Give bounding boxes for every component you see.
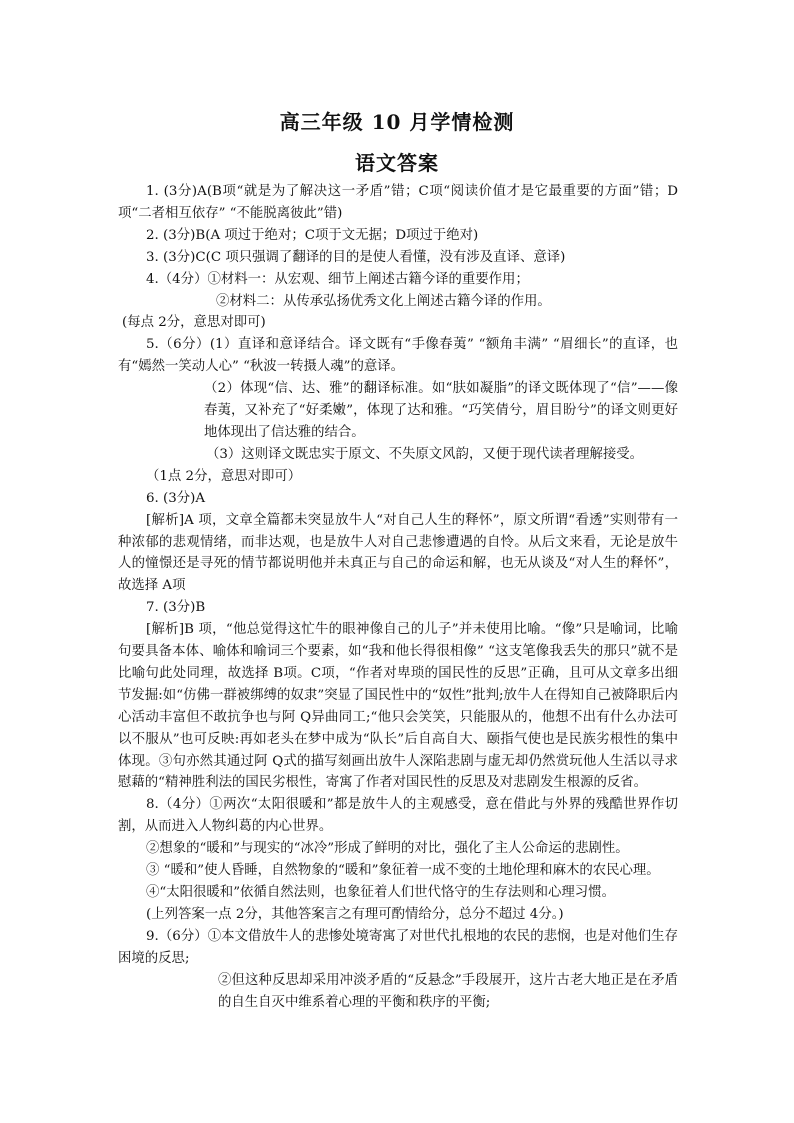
answer-q8-note: (上列答案一点 2分，其他答案言之有理可酌情给分，总分不超过 4分。): [146, 906, 564, 922]
answer-q9-point1: 9.（6分）①本文借放牛人的悲惨处境寄寓了对世代扎根地的农民的悲悯，也是对他们生存困境的反思;: [118, 928, 678, 966]
answer-q5-point3: （3）这则译文既忠实于原文、不失原文风韵，又便于现代读者理解接受。: [206, 446, 644, 462]
answer-q8-point3: ③ “暖和”使人昏睡，自然物象的“暖和”象征着一成不变的土地伦理和麻木的农民心理。: [146, 863, 660, 879]
answer-q8-point4: ④“太阳很暖和”依循自然法则，也象征着人们世代恪守的生存法则和心理习惯。: [146, 885, 615, 900]
page-subtitle: 语文答案: [355, 151, 439, 175]
answer-q8-point2: ②想象的“暖和”与现实的“冰冷”形成了鲜明的对比，强化了主人公命运的悲剧性。: [146, 841, 629, 857]
answer-q2: 2. (3分)B(A 项过于绝对；C项于文无据；D项过于绝对): [146, 227, 479, 243]
answer-q7-analysis: [解析]B 项，“他总觉得这忙牛的眼神像自己的儿子”并未使用比喻。“像”只是喻词，比喻句要具备本体、喻体和喻词三个要素，如“我和他长得很相像” “这支笔像我丢失的那只”就不是比喻句此处同理，故选择 B项。C项，“作者对卑琐的国民性的反思”正确，且可从文章多出细节发掘:如“仿佛一群被绑缚的奴隶”突显了国民性中的“奴性”批判;放牛人在得知自己被降职后内心活动丰富但不敢抗争也与阿 Q异曲同工;“他只会笑笑，只能服从的，他想不出有什么办法可以不服从”也可反映:再如老头在梦中成为“队长”后自高自大、颐指气使也是民族劣根性的集中体现。③句亦然其通过阿 Q式的描写刻画出放牛人深陷悲剧与虚无却仍然赏玩他人生活以寻求慰藉的“精神胜利法的国民劣根性，寄寓了作者对国民性的反思及对悲剧发生根源的反省。: [118, 622, 678, 791]
answer-q4-note: (每点 2分，意思对即可): [122, 315, 266, 331]
answer-content: [118, 181, 678, 1013]
answer-q6: 6. (3分)A: [146, 490, 206, 506]
answer-q7: 7. (3分)B: [146, 600, 206, 616]
answer-q5-point1: 5.（6分）(1）直译和意译结合。译文既有“手像春荑” “额角丰满” “眉细长”的直译，也有“嫣然一笑动人心” “秋波一转摄人魂”的意译。: [118, 337, 678, 375]
answer-q3: 3. (3分)C(C 项只强调了翻译的目的是使人看懂，没有涉及直译、意译): [146, 249, 566, 265]
answer-q5-note: （1点 2分，意思对即可）: [146, 468, 302, 484]
answer-q1: 1. (3分)A(B项“就是为了解决这一矛盾”错；C项“阅读价值才是它最重要的方面”错；D项“二者相互依存” “不能脱离彼此”错): [118, 184, 678, 221]
answer-q4-point2: ②材料二：从传承弘扬优秀文化上阐述古籍今译的作用。: [216, 293, 551, 309]
answer-q4-point1: 4.（4分）①材料一：从宏观、细节上阐述古籍今译的重要作用；: [146, 271, 529, 287]
answer-q9-point2: ②但这种反思却采用冲淡矛盾的“反悬念”手段展开，这片古老大地正是在矛盾的自生自灭中维系着心理的平衡和秩序的平衡;: [218, 972, 678, 1010]
answer-q6-analysis: [解析]A 项，文章全篇都未突显放牛人“对自己人生的释怀”，原文所谓“看透”实则带有一种浓郁的悲观情绪，而非达观，也是放牛人对自己悲惨遭遇的自怜。从后文来看，无论是放牛人的憧憬还是寻死的情节都说明他并未真正与自己的命运和解，也无从谈及“对人生的释怀”，故选择 A项: [118, 512, 678, 594]
answer-q8-point1: 8.（4分）①两次“太阳很暖和”都是放牛人的主观感受，意在借此与外界的残酷世界作切割，从而进入人物纠葛的内心世界。: [118, 797, 678, 835]
answer-q5-point2: （2）体现“信、达、雅”的翻译标准。如“肤如凝脂”的译文既体现了“信”——像春荑，又补充了“好柔嫩”，体现了达和雅。“巧笑倩兮，眉目盼兮”的译文则更好地体现出了信达雅的结合。: [204, 381, 678, 440]
page-title: 高三年级 10 月学情检测: [279, 110, 515, 134]
